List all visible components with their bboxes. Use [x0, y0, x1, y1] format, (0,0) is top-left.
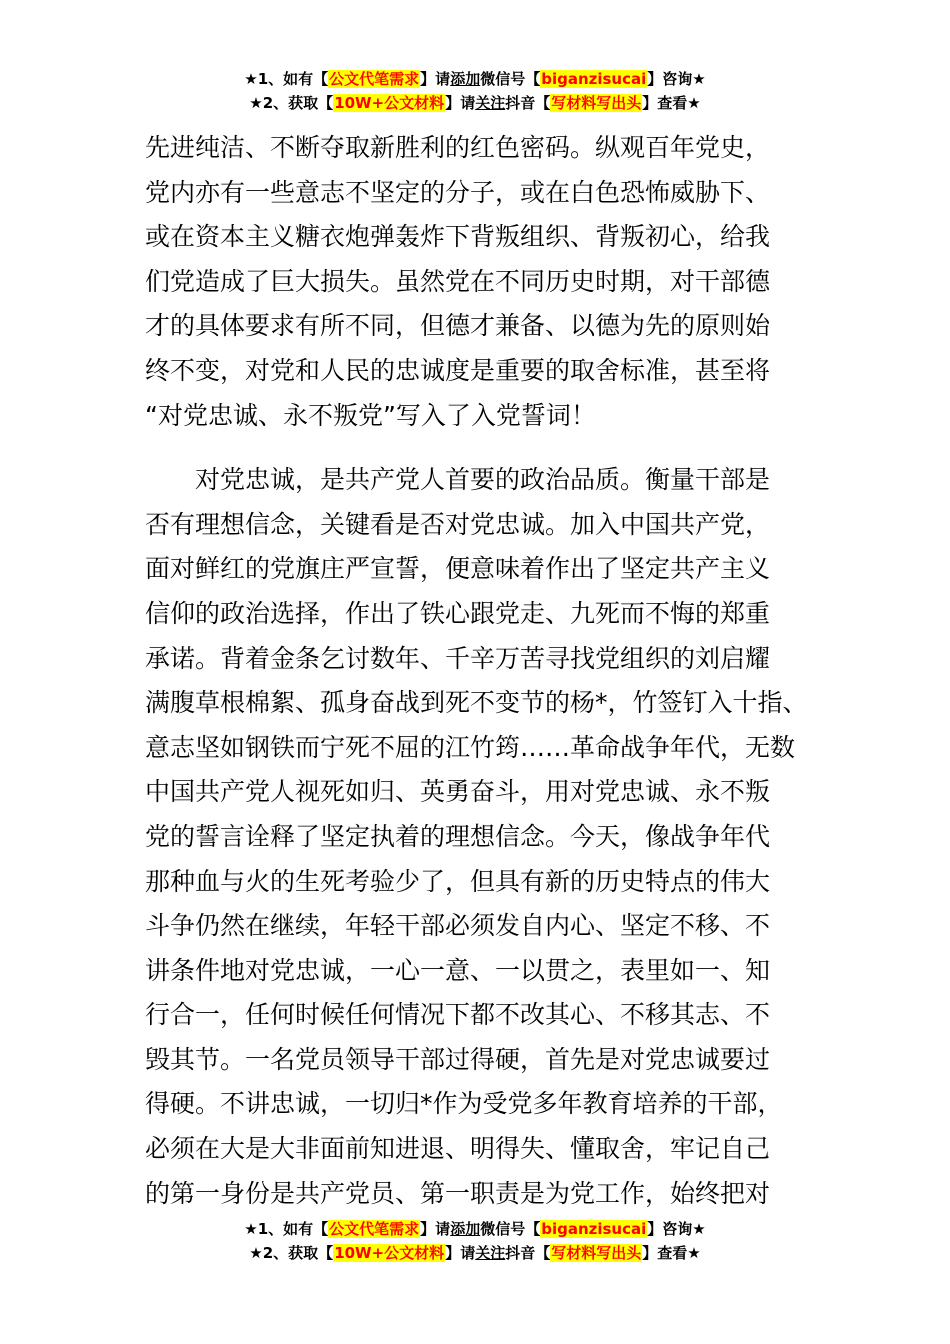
banner-text: 抖音【	[505, 94, 551, 112]
text-line: 的第一身份是共产党员、第一职责是为党工作，始终把对	[145, 1178, 771, 1208]
text-line: 行合一，任何时候任何情况下都不改其心、不移其志、不	[145, 1000, 771, 1030]
text-line: 们党造成了巨大损失。虽然党在不同历史时期，对干部德	[145, 266, 771, 296]
text-line: “对党忠诚、永不叛党”写入了入党誓词！	[145, 400, 596, 430]
banner-text: 】请	[420, 70, 451, 88]
highlight-douyin: 写材料写出头	[551, 94, 642, 112]
footer-banner	[0, 1218, 950, 1266]
text-line: 得硬。不讲忠诚，一切归*作为受党多年教育培养的干部，	[145, 1089, 783, 1119]
text-line: 满腹草根棉絮、孤身奋战到死不变节的杨*，竹签钉入十指、	[145, 688, 808, 718]
banner-text: ★2、获取【	[249, 94, 334, 112]
underlined-text: 关注	[475, 1244, 506, 1262]
text-line: 信仰的政治选择，作出了铁心跟党走、九死而不悔的郑重	[145, 598, 771, 628]
banner-text: 】请	[445, 1244, 476, 1262]
text-line: 讲条件地对党忠诚，一心一意、一以贯之，表里如一、知	[145, 955, 771, 985]
highlight-materials: 10W+公文材料	[334, 1244, 445, 1262]
paragraph-1	[145, 126, 815, 438]
text-line: 终不变，对党和人民的忠诚度是重要的取舍标准，甚至将	[145, 355, 771, 385]
banner-text: 】咨询★	[647, 1220, 706, 1238]
text-line: 意志坚如钢铁而宁死不屈的江竹筠……革命战争年代，无数	[145, 732, 796, 762]
banner-text: 抖音【	[505, 1244, 551, 1262]
text-line: 否有理想信念，关键看是否对党忠诚。加入中国共产党，	[145, 509, 771, 539]
underlined-text: 添加	[450, 70, 481, 88]
highlight-materials: 10W+公文材料	[334, 94, 445, 112]
paragraph-2	[145, 458, 815, 1216]
text-line: 先进纯洁、不断夺取新胜利的红色密码。纵观百年党史，	[145, 133, 771, 162]
banner-line-1	[0, 1218, 950, 1242]
banner-text: ★1、如有【	[244, 70, 329, 88]
highlight-douyin: 写材料写出头	[551, 1244, 642, 1262]
text-line: 党内亦有一些意志不坚定的分子，或在白色恐怖威胁下、	[145, 177, 771, 207]
underlined-text: 关注	[475, 94, 506, 112]
document-body	[145, 126, 815, 1216]
text-line: 或在资本主义糖衣炮弹轰炸下背叛组织、背叛初心，给我	[145, 222, 771, 252]
banner-text: 微信号【	[480, 1220, 541, 1238]
highlight-wechat-id: biganzisucai	[541, 1220, 647, 1238]
banner-text: ★1、如有【	[244, 1220, 329, 1238]
underlined-text: 添加	[450, 1220, 481, 1238]
banner-text: 微信号【	[480, 70, 541, 88]
text-line: 面对鲜红的党旗庄严宣誓，便意味着作出了坚定共产主义	[145, 554, 771, 584]
banner-line-2	[0, 1242, 950, 1266]
paragraph-gap	[145, 438, 815, 458]
text-line: 中国共产党人视死如归、英勇奋斗，用对党忠诚、永不叛	[145, 777, 771, 807]
text-line: 斗争仍然在继续，年轻干部必须发自内心、坚定不移、不	[145, 911, 771, 941]
text-line: 对党忠诚，是共产党人首要的政治品质。衡量干部是	[145, 465, 771, 495]
banner-text: 】请	[420, 1220, 451, 1238]
banner-line-1	[0, 68, 950, 92]
text-line: 那种血与火的生死考验少了，但具有新的历史特点的伟大	[145, 866, 771, 896]
banner-line-2	[0, 92, 950, 116]
text-line: 党的誓言诠释了坚定执着的理想信念。今天，像战争年代	[145, 821, 771, 851]
text-line: 承诺。背着金条乞讨数年、千辛万苦寻找党组织的刘启耀	[145, 643, 771, 673]
highlight-service: 公文代笔需求	[329, 70, 420, 88]
banner-text: 】查看★	[642, 1244, 701, 1262]
banner-text: 】请	[445, 94, 476, 112]
banner-text: ★2、获取【	[249, 1244, 334, 1262]
text-line: 必须在大是大非面前知进退、明得失、懂取舍，牢记自己	[145, 1134, 771, 1164]
highlight-wechat-id: biganzisucai	[541, 70, 647, 88]
text-line: 才的具体要求有所不同，但德才兼备、以德为先的原则始	[145, 311, 771, 341]
header-banner	[0, 68, 950, 116]
highlight-service: 公文代笔需求	[329, 1220, 420, 1238]
banner-text: 】查看★	[642, 94, 701, 112]
banner-text: 】咨询★	[647, 70, 706, 88]
text-line: 毁其节。一名党员领导干部过得硬，首先是对党忠诚要过	[145, 1044, 771, 1074]
